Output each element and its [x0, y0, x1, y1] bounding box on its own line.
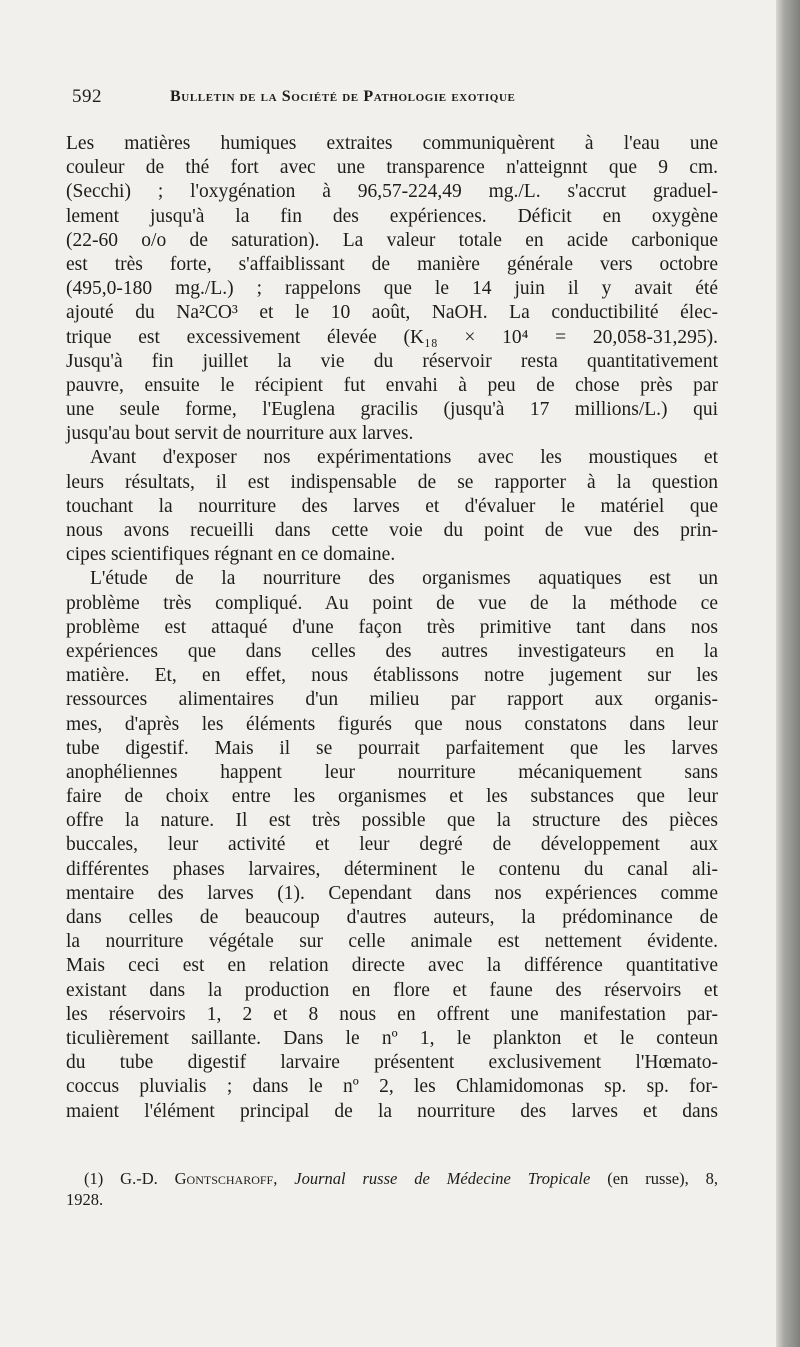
footnote-marker: (1) [84, 1169, 104, 1188]
page-header [72, 86, 712, 116]
body-text [66, 132, 718, 1124]
body-line: coccus pluvialis ; dans le nº 2, les Chlamidomonas sp. sp. for- [66, 1076, 718, 1098]
body-line: matière. Et, en effet, nous établissons notre jugement sur les [66, 665, 718, 687]
body-line: du tube digestif larvaire présentent exclusivement l'Hœmato- [66, 1052, 718, 1074]
body-line: Jusqu'à fin juillet la vie du réservoir resta quantitativement [66, 350, 718, 372]
body-line: Avant d'exposer nos expérimentations avec les moustiques et [90, 447, 718, 469]
body-line: maient l'élément principal de la nourriture des larves et dans [66, 1100, 718, 1122]
body-line: est très forte, s'affaiblissant de manière générale vers octobre [66, 253, 718, 275]
body-line: (22-60 o/o de saturation). La valeur totale en acide carbonique [66, 229, 718, 251]
body-line: les réservoirs 1, 2 et 8 nous en offrent une manifestation par- [66, 1003, 718, 1025]
body-line: offre la nature. Il est très possible que la structure des pièces [66, 810, 718, 832]
body-line: trique est excessivement élevée (K₁₈ × 10⁴ = 20,058-31,295). [66, 326, 718, 348]
body-line: mes, d'après les éléments figurés que nous constatons dans leur [66, 713, 718, 735]
body-line: expériences que dans celles des autres investigateurs en la [66, 640, 718, 662]
body-line: buccales, leur activité et leur degré de développement aux [66, 834, 718, 856]
body-line: jusqu'au bout servit de nourriture aux larves. [66, 423, 414, 445]
footnote-details: (en russe), 8, [607, 1169, 719, 1188]
body-line: la nourriture végétale sur celle animale est nettement évidente. [66, 931, 718, 953]
footnote [66, 1168, 718, 1210]
body-line: anophéliennes happent leur nourriture mécaniquement sans [66, 761, 718, 783]
body-line: touchant la nourriture des larves et d'évaluer le matériel que [66, 495, 718, 517]
body-line: cipes scientifiques régnant en ce domaine. [66, 544, 396, 566]
body-line: ressources alimentaires d'un milieu par rapport aux organis- [66, 689, 718, 711]
body-line: couleur de thé fort avec une transparence n'atteignnt que 9 cm. [66, 157, 718, 179]
running-title: Bulletin de la Société de Pathologie exotique [170, 88, 516, 105]
body-line: une seule forme, l'Euglena gracilis (jusqu'à 17 millions/L.) qui [66, 399, 718, 421]
body-line: pauvre, ensuite le récipient fut envahi à peu de chose près par [66, 374, 718, 396]
body-line: (495,0-180 mg./L.) ; rappelons que le 14 juin il y avait été [66, 278, 718, 300]
footnote-journal: Journal russe de Médecine Tropicale [294, 1169, 591, 1188]
footnote-year: 1928. [66, 1190, 104, 1209]
page-edge [776, 0, 800, 1347]
body-line: L'étude de la nourriture des organismes aquatiques est un [90, 568, 718, 590]
body-line: leurs résultats, il est indispensable de se rapporter à la question [66, 471, 718, 493]
body-line: différentes phases larvaires, déterminent le contenu du canal ali- [66, 858, 718, 880]
body-line: existant dans la production en flore et faune des réservoirs et [66, 979, 718, 1001]
body-line: dans celles de beaucoup d'autres auteurs, la prédominance de [66, 907, 718, 928]
body-line: ajouté du Na²CO³ et le 10 août, NaOH. La conductibilité élec- [66, 302, 718, 324]
body-line: (Secchi) ; l'oxygénation à 96,57-224,49 mg./L. s'accrut graduel- [66, 181, 718, 203]
page-number: 592 [72, 86, 102, 107]
body-line: problème très compliqué. Au point de vue de la méthode ce [66, 592, 718, 614]
body-line: ticulièrement saillante. Dans le nº 1, le plankton et le conteun [66, 1027, 718, 1049]
body-line: lement jusqu'à la fin des expériences. Déficit en oxygène [66, 205, 718, 227]
body-line: tube digestif. Mais il se pourrait parfaitement que les larves [66, 737, 718, 759]
footnote-author: G.-D. Gontscharoff, [120, 1169, 278, 1188]
body-line: Les matières humiques extraites communiquèrent à l'eau une [66, 133, 718, 154]
body-line: Mais ceci est en relation directe avec la différence quantitative [66, 955, 718, 977]
body-line: mentaire des larves (1). Cependant dans nos expériences comme [66, 882, 718, 904]
body-line: problème est attaqué d'une façon très primitive tant dans nos [66, 616, 718, 638]
body-line: faire de choix entre les organismes et les substances que leur [66, 786, 718, 808]
body-line: nous avons recueilli dans cette voie du point de vue des prin- [66, 520, 718, 541]
footnote-line [66, 1168, 718, 1189]
